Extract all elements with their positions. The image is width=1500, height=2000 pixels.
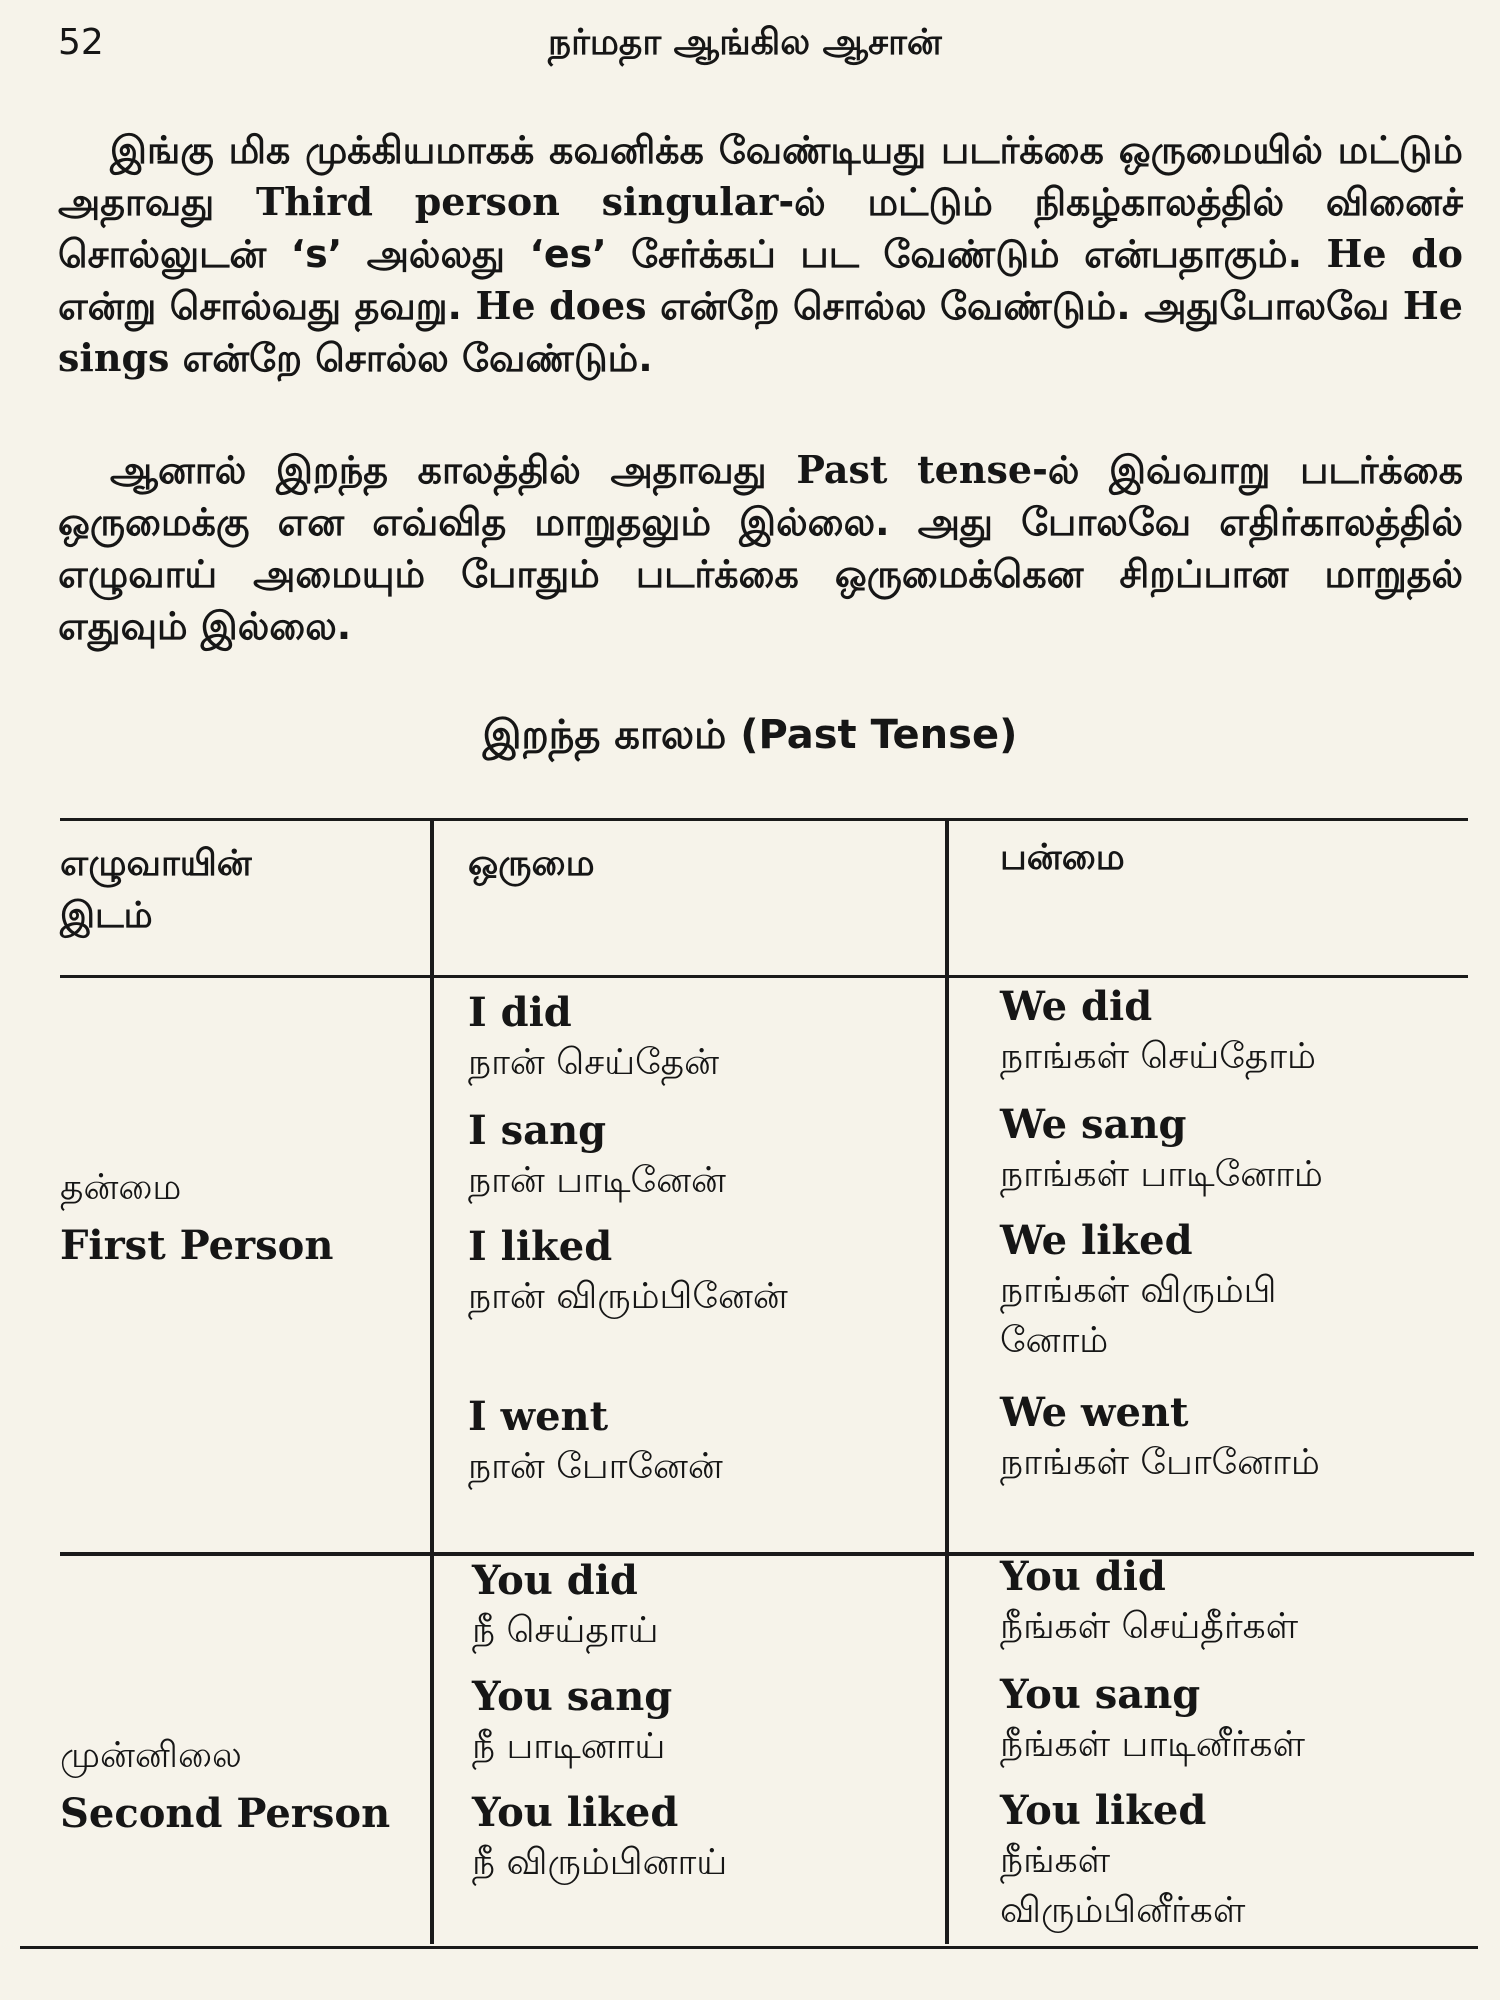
plural-entry	[1000, 1786, 1245, 1936]
english-form: You liked	[1000, 1787, 1207, 1834]
singular-entry	[468, 1392, 723, 1492]
singular-entry	[468, 1222, 788, 1322]
english-form: You did	[472, 1557, 638, 1604]
english-term: He do	[1326, 231, 1463, 276]
person-english: First Person	[60, 1222, 334, 1269]
tamil-form: நீங்கள் செய்தீர்கள்	[1000, 1606, 1299, 1647]
english-form: I sang	[468, 1107, 607, 1154]
tamil-form: நீங்கள் பாடினீர்கள்	[1000, 1724, 1306, 1765]
header-line: எழுவாயின்	[60, 843, 252, 884]
tamil-form: நான் செய்தேன்	[468, 1042, 719, 1083]
text-run: -ல் மட்டும் நிகழ்காலத்தில் வினைச் சொல்லுடன் ‘s’ அல்லது ‘es’ சேர்க்கப் பட வேண்டும் என்பதாகும்.	[58, 180, 1464, 276]
tamil-form: நான் பாடினேன்	[468, 1160, 726, 1201]
plural-entry	[1000, 1216, 1277, 1366]
text-run: ஆனால் இறந்த காலத்தில் அதாவது	[110, 448, 797, 492]
tamil-form: நீ பாடினாய்	[472, 1726, 666, 1767]
tamil-form: நான் விரும்பினேன்	[468, 1276, 788, 1317]
column-divider-2	[945, 820, 949, 1944]
tamil-form: நாங்கள் பாடினோம்	[1000, 1154, 1323, 1195]
english-term: Third person singular	[255, 179, 779, 224]
header-line: இடம்	[60, 895, 153, 936]
english-form: I went	[468, 1393, 609, 1440]
book-title: நர்மதா ஆங்கில ஆசான்	[548, 22, 942, 63]
tamil-form: நீ செய்தாய்	[472, 1610, 659, 1651]
tamil-form: நான் போனேன்	[468, 1446, 723, 1487]
header-singular: ஒருமை	[468, 843, 595, 884]
text-run: என்று சொல்வது தவறு.	[58, 284, 476, 328]
text-run: இங்கு மிக முக்கியமாகக் கவனிக்க வேண்டியது படர்க்கை ஒருமையில் மட்டும் அதாவது	[58, 128, 1463, 224]
english-form: We did	[1000, 983, 1153, 1030]
singular-entry	[472, 1672, 672, 1772]
tamil-form-continued: விரும்பினீர்கள்	[1000, 1890, 1246, 1931]
header-subject-position	[60, 838, 252, 942]
column-divider-1	[430, 820, 434, 1944]
english-form: You did	[1000, 1553, 1166, 1600]
tamil-form-continued: னோம்	[1000, 1320, 1109, 1361]
person-tamil: தன்மை	[60, 1167, 182, 1208]
header-bottom-rule	[60, 975, 1468, 978]
table-top-rule	[60, 818, 1468, 821]
tamil-form: நாங்கள் செய்தோம்	[1000, 1036, 1317, 1077]
person-tamil: முன்னிலை	[60, 1735, 242, 1776]
text-run: என்றே சொல்ல வேண்டும்.	[169, 336, 653, 380]
text-run: -ல் இவ்வாறு படர்க்கை ஒருமைக்கு என எவ்வித மாறுதலும் இல்லை. அது போலவே எதிர்காலத்தில் எழுவாய் அமையும் போதும் படர்க்கை ஒருமைக்கென சிறப்பான மாறுதல் எதுவும் இல்லை.	[58, 448, 1464, 648]
english-form: I liked	[468, 1223, 613, 1270]
english-form: You liked	[472, 1789, 679, 1836]
plural-entry	[1000, 1670, 1305, 1770]
singular-entry	[472, 1788, 727, 1888]
english-form: We went	[1000, 1389, 1189, 1436]
english-form: We sang	[1000, 1101, 1187, 1148]
english-form: We liked	[1000, 1217, 1193, 1264]
header-plural: பன்மை	[1000, 837, 1125, 878]
paragraph-2	[58, 444, 1463, 652]
tamil-form: நீங்கள்	[1000, 1840, 1111, 1881]
tamil-form: நாங்கள் போனோம்	[1000, 1442, 1320, 1483]
table-title: இறந்த காலம் (Past Tense)	[482, 712, 1018, 758]
english-term: He does	[475, 283, 647, 328]
english-form: You sang	[472, 1673, 673, 1720]
paragraph-1	[58, 124, 1463, 384]
second-person-label	[60, 1726, 390, 1842]
first-person-label	[60, 1158, 333, 1274]
table-bottom-rule	[20, 1946, 1478, 1949]
tamil-form: நீ விரும்பினாய்	[472, 1842, 728, 1883]
english-form: You sang	[1000, 1671, 1201, 1718]
english-term: Past tense	[796, 447, 1033, 492]
english-term: He sings	[58, 283, 1463, 380]
page-number: 52	[58, 22, 104, 63]
singular-entry	[472, 1556, 658, 1656]
person-english: Second Person	[60, 1790, 391, 1837]
english-form: I did	[468, 989, 572, 1036]
text-run: என்றே சொல்ல வேண்டும். அதுபோலவே	[646, 284, 1403, 328]
plural-entry	[1000, 1388, 1320, 1488]
running-head	[58, 22, 1460, 82]
tamil-form: நாங்கள் விரும்பி	[1000, 1270, 1277, 1311]
singular-entry	[468, 1106, 726, 1206]
plural-entry	[1000, 982, 1316, 1082]
plural-entry	[1000, 1552, 1298, 1652]
singular-entry	[468, 988, 719, 1088]
plural-entry	[1000, 1100, 1323, 1200]
